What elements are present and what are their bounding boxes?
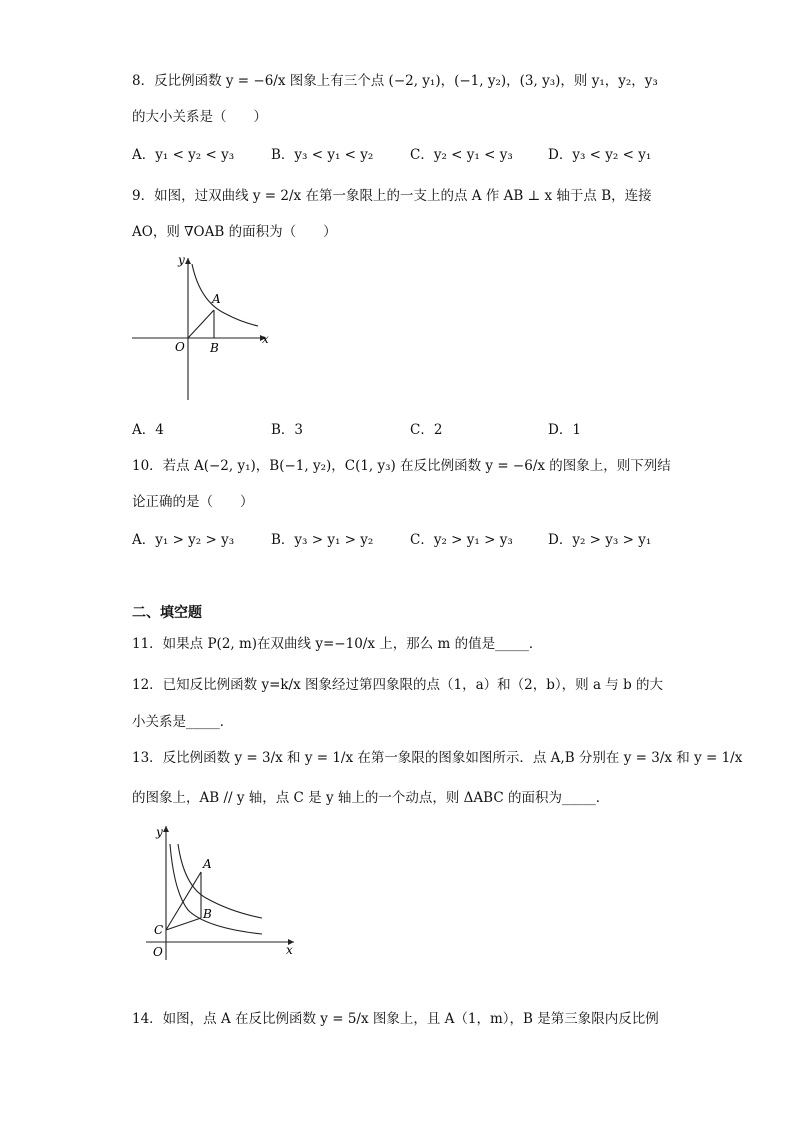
- q9-segment-oa: [188, 310, 214, 338]
- q8-option-a: A．y₁ < y₂ < y₃: [132, 147, 235, 163]
- q13-stem-line1: 13．反比例函数 y = 3/x 和 y = 1/x 在第一象限的图象如图所示．点 A,B 分别在 y = 3/x 和 y = 1/x: [132, 750, 743, 766]
- q9-option-b: B．3: [271, 422, 304, 438]
- q12-stem-line1: 12．已知反比例函数 y=k/x 图象经过第四象限的点（1，a）和（2，b），则 a 与 b 的大: [132, 677, 664, 693]
- q14-stem-line1: 14．如图，点 A 在反比例函数 y = 5/x 图象上，且 A（1，m），B 是第三象限内反比例: [132, 1011, 659, 1027]
- q13-label-o: O: [153, 945, 163, 959]
- q9-option-c: C．2: [410, 422, 443, 438]
- q13-label-y: y: [156, 825, 163, 839]
- q9-label-o: O: [175, 340, 185, 354]
- q8-option-c: C．y₂ < y₁ < y₃: [410, 147, 513, 163]
- q9-label-y: y: [178, 253, 185, 267]
- q10-option-c: C．y₂ > y₁ > y₃: [410, 532, 513, 548]
- q9-option-a: A．4: [132, 422, 164, 438]
- q8-stem-line2: 的大小关系是（ ）: [132, 109, 267, 125]
- q9-label-b: B: [210, 341, 219, 355]
- q13-label-c: C: [154, 923, 164, 937]
- q9-option-d: D．1: [548, 422, 581, 438]
- q13-hyperbola-3x: [178, 844, 262, 918]
- q13-label-x: x: [286, 943, 293, 957]
- q9-stem-line1: 9．如图，过双曲线 y = 2/x 在第一象限上的一支上的点 A 作 AB ⊥ x 轴于点 B，连接: [132, 188, 652, 204]
- q8-stem-line1: 8．反比例函数 y = −6/x 图象上有三个点 (−2, y₁)，(−1, y₂)，(3, y₃)，则 y₁，y₂，y₃: [132, 73, 658, 89]
- q13-hyperbola-1x: [170, 844, 262, 934]
- q9-hyperbola: [192, 264, 258, 326]
- q11-stem: 11．如果点 P(2, m)在双曲线 y=−10/x 上，那么 m 的值是_____．: [132, 636, 543, 652]
- q9-label-x: x: [262, 332, 269, 346]
- q9-stem-line2: AO，则 ∇OAB 的面积为（ ）: [132, 224, 337, 240]
- q8-option-d: D．y₃ < y₂ < y₁: [548, 147, 652, 163]
- q13-segment-cb: [166, 918, 201, 930]
- q10-option-a: A．y₁ > y₂ > y₃: [132, 532, 235, 548]
- q10-option-b: B．y₃ > y₁ > y₂: [271, 532, 374, 548]
- q12-stem-line2: 小关系是_____．: [132, 714, 234, 730]
- q10-stem-line2: 论正确的是（ ）: [132, 494, 254, 510]
- q13-segment-ca: [166, 872, 201, 930]
- q13-stem-line2: 的图象上，AB // y 轴，点 C 是 y 轴上的一个动点，则 ΔABC 的面积为_____．: [132, 790, 610, 806]
- q13-label-b: B: [203, 907, 212, 921]
- q10-option-d: D．y₂ > y₃ > y₁: [548, 532, 652, 548]
- section-title-fill-in: 二、填空题: [132, 605, 202, 621]
- q10-stem-line1: 10．若点 A(−2, y₁)，B(−1, y₂)，C(1, y₃) 在反比例函数 y = −6/x 的图象上，则下列结: [132, 458, 671, 474]
- q13-figure: [146, 822, 306, 972]
- q9-figure: [126, 250, 286, 410]
- q13-label-a: A: [203, 857, 212, 871]
- q9-label-a: A: [212, 292, 221, 306]
- q8-option-b: B．y₃ < y₁ < y₂: [271, 147, 374, 163]
